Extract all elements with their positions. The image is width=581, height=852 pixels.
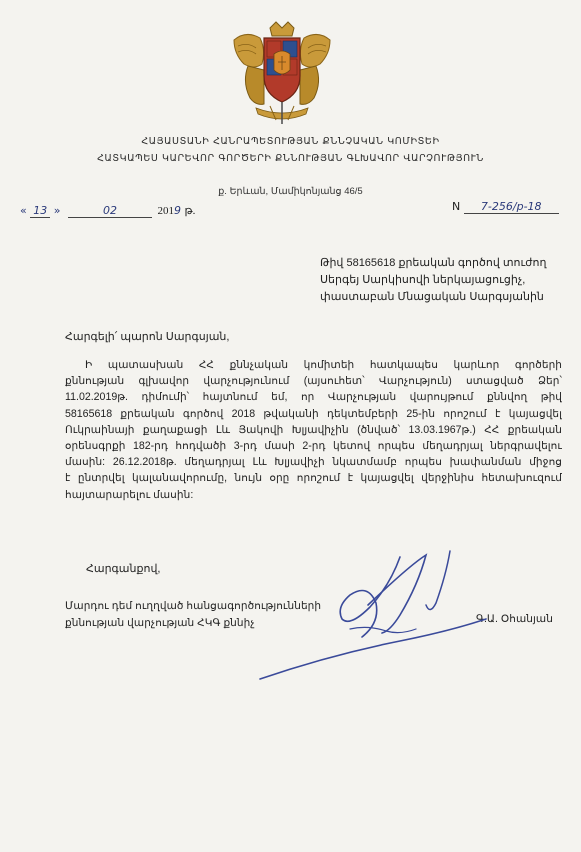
date-close-quote: » [53,204,61,217]
organization-name-line1: ՀԱՅԱՍՏԱՆԻ ՀԱՆՐԱՊԵՏՈՒԹՅԱՆ ՔՆՆՉԱԿԱՆ ԿՈՄԻՏԵԻ [141,136,440,147]
body-line: 11.02.2019թ. դիմումի՝ հայտնում եմ, որ Վարչության վարույթում քննվող թիվ [65,391,562,404]
body-line: Ի պատասխան ՀՀ քննչական կոմիտեի հատկապես կարևոր գործերի [85,359,562,371]
body-line: է ընտրվել կալանավորումը, նույն օրը որոշում է կայացվել վերջինիս հետախուզում [65,472,562,485]
body-line: 58165618 քրեական գործով 2018 թվականի դեկտեմբերի 25-ին որոշում է կայացվել [65,407,562,420]
reference-value: 7-256/р-18 [464,200,559,214]
reference-prefix: N [452,200,461,213]
reference-number [452,200,559,214]
addressee-line: Սերգեյ Սարկիսովի ներկայացուցիչ, [320,274,526,286]
organization-name-line2: ՀԱՏԿԱՊԵՍ ԿԱՐԵՎՈՐ ԳՈՐԾԵՐԻ ՔՆՆՈՒԹՅԱՆ ԳԼԽԱՎՈՐ ՎԱՐՉՈՒԹՅՈՒՆ [97,153,484,164]
body-line: քննության գլխավոր վարչությունում (այսուհետ՝ Վարչություն) ստացված Ձեր՝ [65,375,562,388]
signer-title-line: քննության վարչության ՀԿԳ քննիչ [65,617,255,629]
letter-body [65,357,562,503]
date-year-prefix: 201 [157,205,174,217]
date-day: 13 [30,204,50,218]
body-line: օրենսգրքի 182-րդ հոդվածի 3-րդ մասի 2-րդ կետով որպես մեղադրյալ ներգրավելու [65,440,562,453]
addressee-line: Թիվ 58165618 քրեական գործով տուժող [320,257,547,269]
organization-address: ք. Երևան, Մամիկոնյանց 46/5 [218,186,363,197]
date-open-quote: « [20,204,27,217]
body-line: Ուկրաինայի քաղաքացի Լև Յակովի Խլյավիչին (ծնված՝ 13.03.1967թ.) ՀՀ քրեական [65,423,562,436]
body-line: հայտարարելու մասին: [65,488,194,501]
signer-title-line: Մարդու դեմ ուղղված հանցագործությունների [65,600,322,612]
signer-name: Գ.Ա. Օհանյան [476,613,553,625]
letter-date [20,204,195,218]
addressee-block [320,255,570,306]
date-month: 02 [68,204,152,218]
body-line: մասին: 26.12.2018թ. մեղադրյալ Լև Խլյավիչի նկատմամբ որպես խափանման միջոց [65,456,562,469]
coat-of-arms-emblem [226,20,338,128]
date-year-digit: 9 [173,204,181,217]
date-suffix: թ. [184,205,196,217]
addressee-line: փաստաբան Մնացական Սարգսյանին [320,291,544,303]
salutation: Հարգելի՛ պարոն Սարգսյան, [65,331,230,343]
closing-phrase: Հարգանքով, [86,563,161,575]
handwritten-signature [250,545,500,685]
